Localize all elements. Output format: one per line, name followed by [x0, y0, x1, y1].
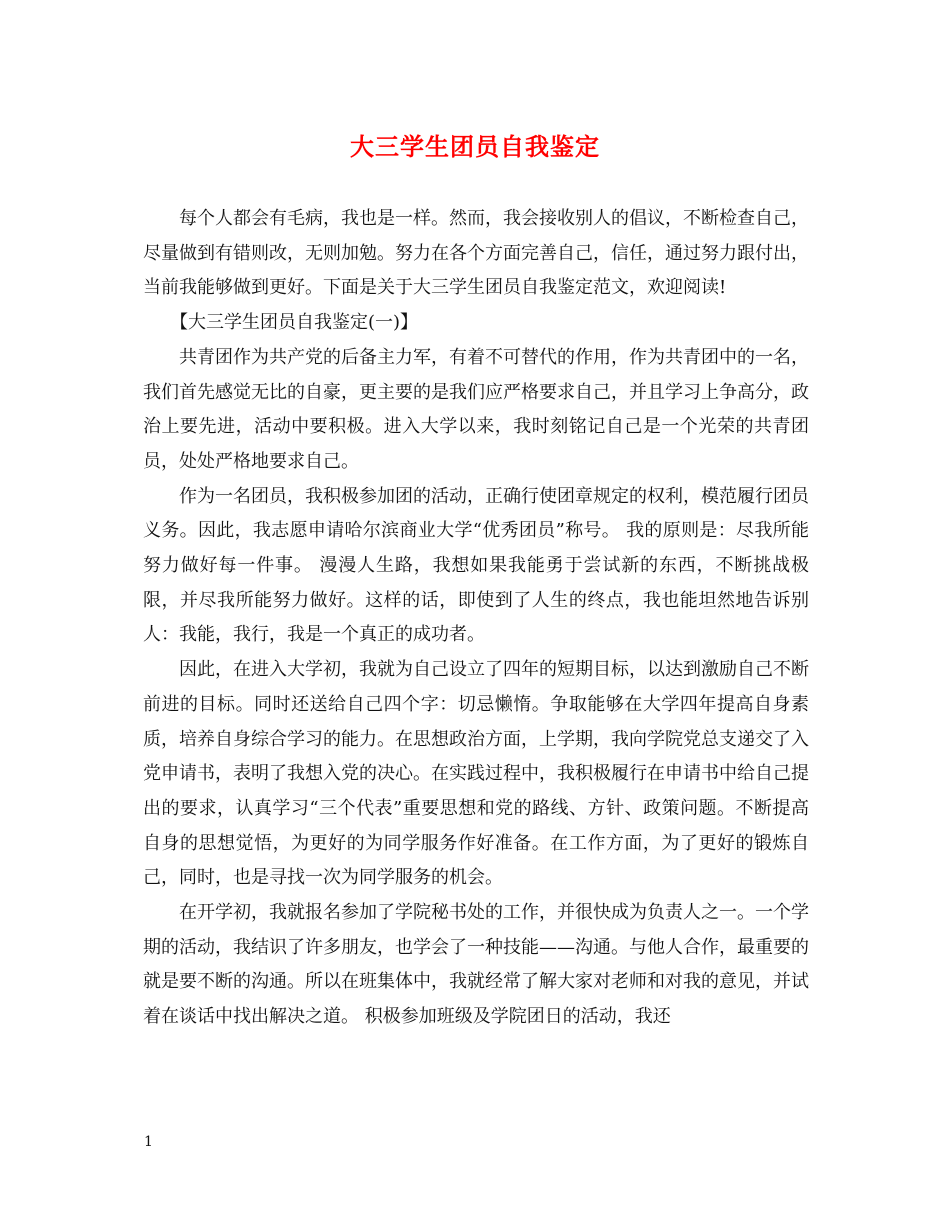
document-body [143, 202, 809, 1035]
section-heading: 【大三学生团员自我鉴定(一)】 [170, 312, 419, 334]
body-paragraph: 共青团作为共产党的后备主力军，有着不可替代的作用，作为共青团中的一名，我们首先感觉无比的自豪，更主要的是我们应严格要求自己，并且学习上争高分，政治上要先进，活动中要积极。进入大学以来，我时刻铭记自己是一个光荣的共青团员，处处严格地要求自己。 [143, 346, 809, 472]
body-paragraph: 在开学初，我就报名参加了学院秘书处的工作，并很快成为负责人之一。一个学期的活动，我结识了许多朋友，也学会了一种技能——沟通。与他人合作，最重要的就是要不断的沟通。所以在班集体中，我就经常了解大家对老师和对我的意见，并试着在谈话中找出解决之道。 积极参加班级及学院团日的活动，我还 [143, 902, 809, 1028]
document-title: 大三学生团员自我鉴定 [350, 132, 600, 161]
body-paragraph: 因此，在进入大学初，我就为自己设立了四年的短期目标，以达到激励自己不断前进的目标。同时还送给自己四个字：切忌懒惰。争取能够在大学四年提高自身素质，培养自身综合学习的能力。在思想政治方面，上学期，我向学院党总支递交了入党申请书，表明了我想入党的决心。在实践过程中，我积极履行在申请书中给自己提出的要求，认真学习“三个代表”重要思想和党的路线、方针、政策问题。不断提高自身的思想觉悟，为更好的为同学服务作好准备。在工作方面，为了更好的锻炼自己，同时，也是寻找一次为同学服务的机会。 [143, 659, 809, 889]
intro-paragraph: 每个人都会有毛病，我也是一样。然而，我会接收别人的倡议，不断检查自己，尽量做到有错则改，无则加勉。努力在各个方面完善自己，信任，通过努力跟付出，当前我能够做到更好。下面是关于大三学生团员自我鉴定范文，欢迎阅读! [143, 208, 809, 299]
body-paragraph: 作为一名团员，我积极参加团的活动，正确行使团章规定的权利，模范履行团员义务。因此，我志愿申请哈尔滨商业大学“优秀团员”称号。 我的原则是：尽我所能努力做好每一件事。 漫漫人生路，我想如果我能勇于尝试新的东西，不断挑战极限，并尽我所能努力做好。这样的话，即使到了人生的终点，我也能坦然地告诉别人：我能，我行，我是一个真正的成功者。 [143, 485, 809, 646]
page-number: 1 [144, 1134, 153, 1150]
